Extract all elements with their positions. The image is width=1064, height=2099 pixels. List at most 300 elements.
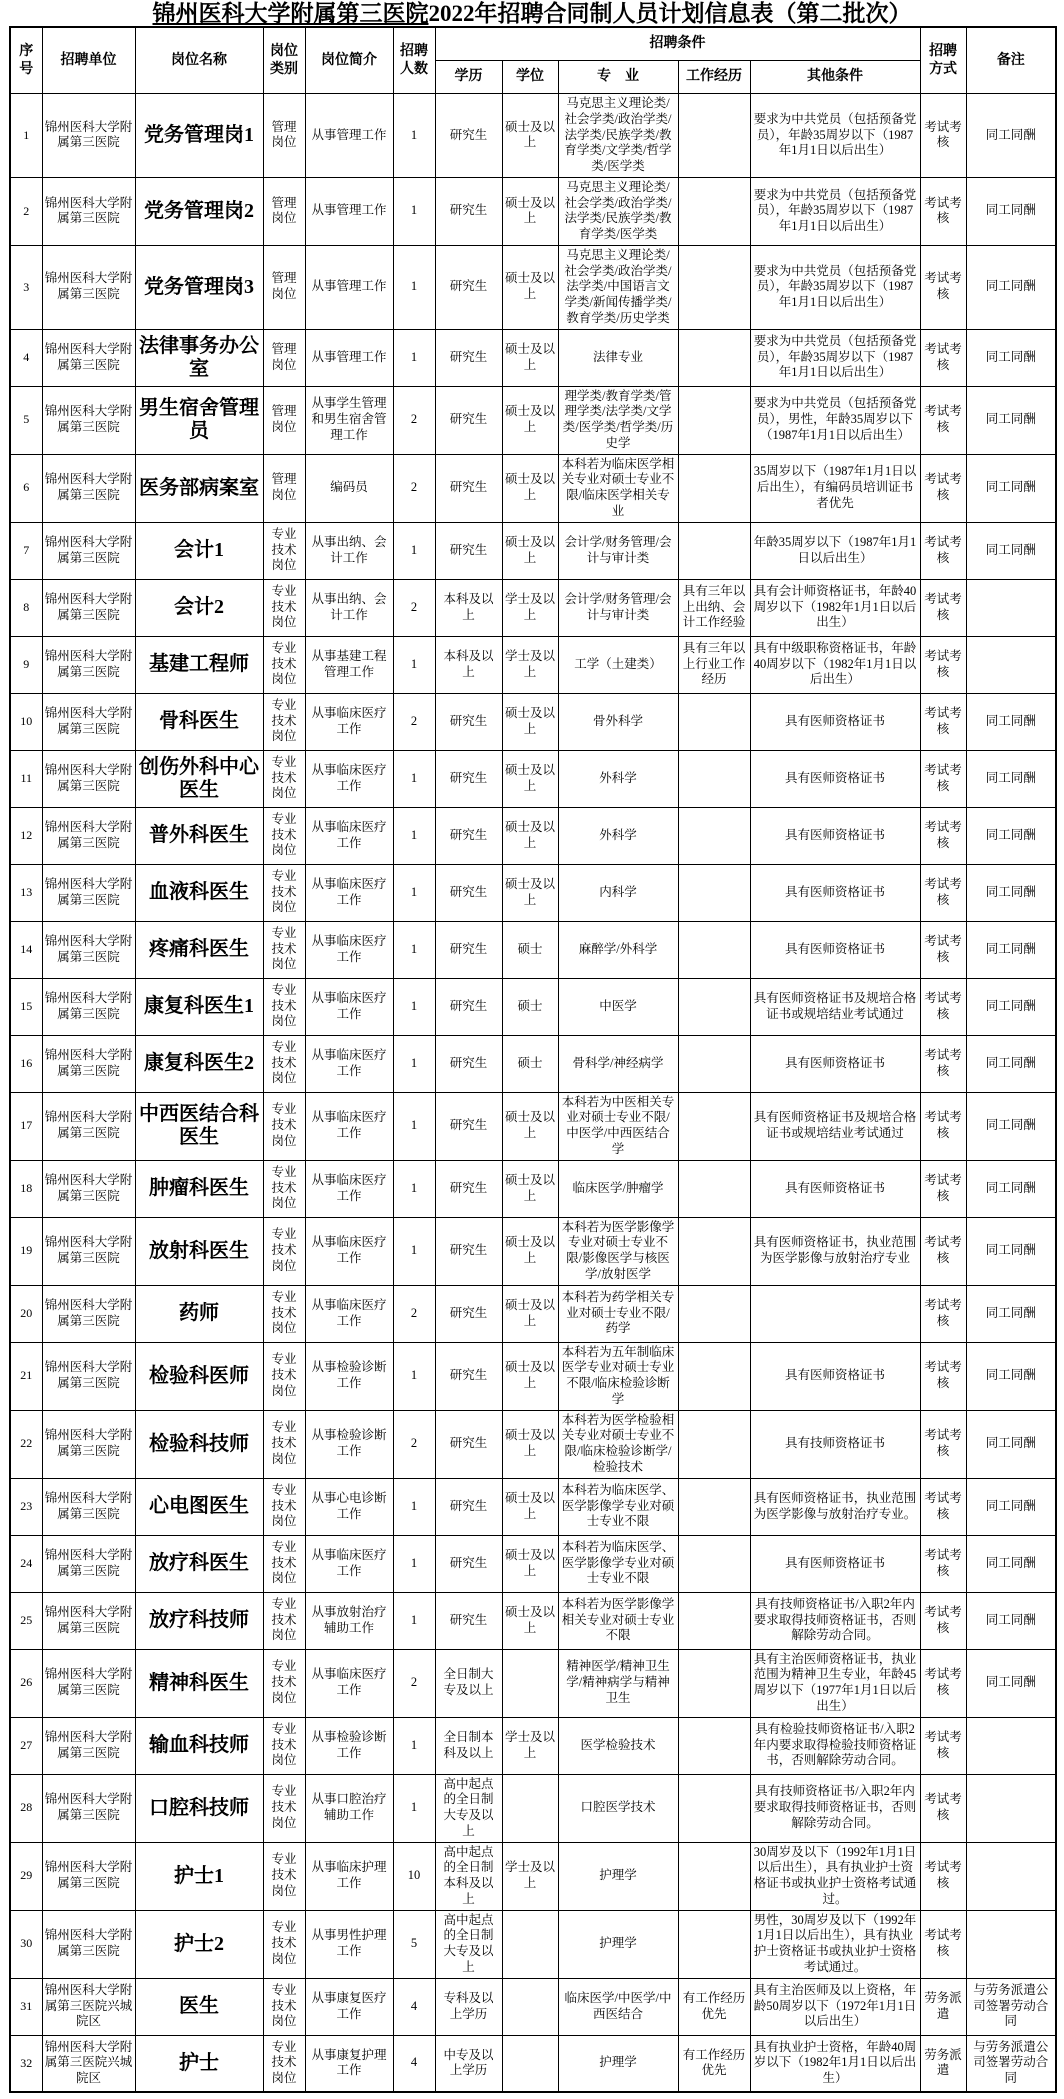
cell-degree: 硕士: [502, 978, 558, 1035]
cell-other-conditions: 具有医师资格证书，执业范围为医学影像与放射治疗专业。: [750, 1478, 920, 1535]
cell-method: 考试考核: [920, 1535, 966, 1592]
cell-degree: 硕士及以上: [502, 693, 558, 750]
cell-unit: 锦州医科大学附属第三医院: [42, 1842, 135, 1910]
table-row: [10, 1410, 1056, 1478]
cell-count: 2: [393, 579, 435, 636]
cell-experience: [678, 864, 750, 921]
cell-intro: 从事临床医疗工作: [305, 750, 393, 807]
cell-position-name: 会计2: [135, 579, 263, 636]
cell-other-conditions: 具有执业护士资格，年龄40周岁以下（1982年1月1日以后出生）: [750, 2035, 920, 2092]
cell-intro: 从事基建工程管理工作: [305, 636, 393, 693]
cell-position-name: 党务管理岗3: [135, 245, 263, 329]
cell-intro: 从事临床医疗工作: [305, 1092, 393, 1160]
cell-seq: 19: [10, 1217, 42, 1285]
cell-category: 管理岗位: [263, 177, 305, 245]
cell-other-conditions: 具有检验技师资格证书/入职2年内要求取得检验技师资格证书，否则解除劳动合同。: [750, 1717, 920, 1774]
cell-education: 研究生: [435, 454, 502, 522]
cell-method: 考试考核: [920, 579, 966, 636]
cell-degree: 硕士及以上: [502, 1410, 558, 1478]
cell-remark: 同工同酬: [966, 177, 1056, 245]
cell-major: 护理学: [558, 2035, 678, 2092]
table-header: [10, 27, 1056, 94]
cell-experience: [678, 978, 750, 1035]
cell-position-name: 检验科技师: [135, 1410, 263, 1478]
cell-method: 劳务派遣: [920, 1978, 966, 2035]
cell-education: 研究生: [435, 522, 502, 579]
cell-seq: 32: [10, 2035, 42, 2092]
cell-intro: 从事临床医疗工作: [305, 693, 393, 750]
cell-remark: 同工同酬: [966, 1092, 1056, 1160]
cell-seq: 30: [10, 1910, 42, 1978]
cell-remark: [966, 1842, 1056, 1910]
cell-intro: 从事管理工作: [305, 94, 393, 178]
cell-major: 中医学: [558, 978, 678, 1035]
cell-remark: [966, 636, 1056, 693]
cell-remark: [966, 1774, 1056, 1842]
cell-count: 2: [393, 386, 435, 454]
cell-unit: 锦州医科大学附属第三医院: [42, 177, 135, 245]
cell-education: 研究生: [435, 693, 502, 750]
cell-other-conditions: 要求为中共党员（包括预备党员），年龄35周岁以下（1987年1月1日以后出生）: [750, 245, 920, 329]
cell-remark: 同工同酬: [966, 1478, 1056, 1535]
cell-unit: 锦州医科大学附属第三医院: [42, 1717, 135, 1774]
cell-category: 专业技术岗位: [263, 1478, 305, 1535]
table-row: [10, 1649, 1056, 1717]
cell-category: 专业技术岗位: [263, 1092, 305, 1160]
cell-position-name: 中西医结合科医生: [135, 1092, 263, 1160]
cell-category: 专业技术岗位: [263, 636, 305, 693]
cell-method: 考试考核: [920, 1092, 966, 1160]
cell-intro: 从事临床医疗工作: [305, 1285, 393, 1342]
cell-method: 考试考核: [920, 1592, 966, 1649]
cell-major: 工学（土建类）: [558, 636, 678, 693]
cell-unit: 锦州医科大学附属第三医院: [42, 1410, 135, 1478]
table-row: [10, 864, 1056, 921]
cell-seq: 10: [10, 693, 42, 750]
cell-remark: 同工同酬: [966, 1410, 1056, 1478]
cell-other-conditions: 具有主治医师资格证书，执业范围为精神卫生专业，年龄45周岁以下（1977年1月1日以后出生）: [750, 1649, 920, 1717]
cell-education: 研究生: [435, 177, 502, 245]
table-row: [10, 177, 1056, 245]
cell-experience: [678, 1285, 750, 1342]
cell-category: 专业技术岗位: [263, 579, 305, 636]
cell-method: 考试考核: [920, 454, 966, 522]
cell-position-name: 精神科医生: [135, 1649, 263, 1717]
cell-intro: 从事检验诊断工作: [305, 1410, 393, 1478]
cell-major: 本科若为中医相关专业对硕士专业不限/中医学/中西医结合学: [558, 1092, 678, 1160]
cell-major: 外科学: [558, 807, 678, 864]
cell-position-name: 血液科医生: [135, 864, 263, 921]
table-row: [10, 693, 1056, 750]
cell-position-name: 党务管理岗2: [135, 177, 263, 245]
cell-other-conditions: 具有技师资格证书/入职2年内要求取得技师资格证书，否则解除劳动合同。: [750, 1592, 920, 1649]
cell-position-name: 医务部病案室: [135, 454, 263, 522]
cell-unit: 锦州医科大学附属第三医院: [42, 1478, 135, 1535]
cell-education: 研究生: [435, 386, 502, 454]
cell-unit: 锦州医科大学附属第三医院: [42, 1342, 135, 1410]
cell-position-name: 康复科医生2: [135, 1035, 263, 1092]
col-position-name: 岗位名称: [135, 27, 263, 94]
cell-method: 考试考核: [920, 1774, 966, 1842]
cell-degree: 硕士及以上: [502, 807, 558, 864]
cell-count: 1: [393, 1217, 435, 1285]
cell-position-name: 放疗科技师: [135, 1592, 263, 1649]
cell-intro: 从事临床医疗工作: [305, 864, 393, 921]
cell-remark: 同工同酬: [966, 1649, 1056, 1717]
cell-intro: 从事检验诊断工作: [305, 1342, 393, 1410]
cell-unit: 锦州医科大学附属第三医院: [42, 245, 135, 329]
table-row: [10, 454, 1056, 522]
cell-experience: [678, 1217, 750, 1285]
cell-major: 临床医学/中医学/中西医结合: [558, 1978, 678, 2035]
cell-remark: 同工同酬: [966, 1217, 1056, 1285]
cell-position-name: 护士: [135, 2035, 263, 2092]
cell-major: 本科若为临床医学、医学影像学专业对硕士专业不限: [558, 1535, 678, 1592]
cell-other-conditions: 年龄35周岁以下（1987年1月1日以后出生）: [750, 522, 920, 579]
table-row: [10, 522, 1056, 579]
cell-method: 考试考核: [920, 1285, 966, 1342]
cell-experience: [678, 750, 750, 807]
table-row: [10, 1285, 1056, 1342]
cell-other-conditions: 要求为中共党员（包括预备党员），男性，年龄35周岁以下（1987年1月1日以后出生）: [750, 386, 920, 454]
cell-education: 全日制本科及以上: [435, 1717, 502, 1774]
cell-degree: 学士及以上: [502, 1717, 558, 1774]
cell-other-conditions: 具有技师资格证书/入职2年内要求取得技师资格证书，否则解除劳动合同。: [750, 1774, 920, 1842]
table-row: [10, 1842, 1056, 1910]
cell-remark: [966, 1910, 1056, 1978]
cell-unit: 锦州医科大学附属第三医院兴城院区: [42, 2035, 135, 2092]
cell-experience: [678, 1160, 750, 1217]
table-row: [10, 750, 1056, 807]
cell-method: 考试考核: [920, 1342, 966, 1410]
cell-category: 管理岗位: [263, 245, 305, 329]
cell-other-conditions: 男性，30周岁及以下（1992年1月1日以后出生），具有执业护士资格证书或执业护士资格考试通过。: [750, 1910, 920, 1978]
cell-count: 1: [393, 1160, 435, 1217]
table-row: [10, 1910, 1056, 1978]
cell-remark: 同工同酬: [966, 1035, 1056, 1092]
cell-experience: [678, 1649, 750, 1717]
cell-method: 考试考核: [920, 1649, 966, 1717]
cell-remark: 同工同酬: [966, 1160, 1056, 1217]
cell-other-conditions: 具有主治医师及以上资格，年龄50周岁以下（1972年1月1日以后出生）: [750, 1978, 920, 2035]
cell-experience: [678, 1410, 750, 1478]
cell-intro: 从事出纳、会计工作: [305, 522, 393, 579]
cell-education: 研究生: [435, 750, 502, 807]
cell-unit: 锦州医科大学附属第三医院: [42, 522, 135, 579]
cell-intro: 从事临床医疗工作: [305, 1217, 393, 1285]
cell-other-conditions: 35周岁以下（1987年1月1日以后出生），有编码员培训证书者优先: [750, 454, 920, 522]
cell-major: 本科若为临床医学、医学影像学专业对硕士专业不限: [558, 1478, 678, 1535]
cell-unit: 锦州医科大学附属第三医院: [42, 329, 135, 386]
cell-education: 高中起点的全日制本科及以上: [435, 1842, 502, 1910]
cell-category: 专业技术岗位: [263, 1774, 305, 1842]
cell-degree: 硕士及以上: [502, 454, 558, 522]
cell-category: 专业技术岗位: [263, 978, 305, 1035]
cell-count: 1: [393, 329, 435, 386]
cell-method: 考试考核: [920, 921, 966, 978]
cell-seq: 5: [10, 386, 42, 454]
cell-remark: [966, 579, 1056, 636]
cell-seq: 7: [10, 522, 42, 579]
cell-other-conditions: 具有医师资格证书: [750, 807, 920, 864]
cell-intro: 从事男性护理工作: [305, 1910, 393, 1978]
cell-count: 10: [393, 1842, 435, 1910]
cell-intro: 从事临床护理工作: [305, 1842, 393, 1910]
table-row: [10, 1160, 1056, 1217]
cell-count: 2: [393, 693, 435, 750]
cell-seq: 29: [10, 1842, 42, 1910]
cell-category: 专业技术岗位: [263, 522, 305, 579]
cell-method: 考试考核: [920, 245, 966, 329]
cell-position-name: 党务管理岗1: [135, 94, 263, 178]
col-method: 招聘方式: [920, 27, 966, 94]
cell-method: 劳务派遣: [920, 2035, 966, 2092]
cell-remark: 与劳务派遣公司签署劳动合同: [966, 2035, 1056, 2092]
cell-remark: 同工同酬: [966, 864, 1056, 921]
cell-count: 2: [393, 454, 435, 522]
cell-major: 本科若为药学相关专业对硕士专业不限/药学: [558, 1285, 678, 1342]
table-body: [10, 94, 1056, 2093]
cell-degree: [502, 1910, 558, 1978]
cell-experience: [678, 1342, 750, 1410]
cell-intro: 从事管理工作: [305, 329, 393, 386]
cell-intro: 从事出纳、会计工作: [305, 579, 393, 636]
cell-experience: 有工作经历优先: [678, 2035, 750, 2092]
cell-major: 法律专业: [558, 329, 678, 386]
cell-unit: 锦州医科大学附属第三医院: [42, 386, 135, 454]
cell-category: 专业技术岗位: [263, 750, 305, 807]
col-major: 专 业: [558, 61, 678, 94]
table-row: [10, 1717, 1056, 1774]
cell-method: 考试考核: [920, 177, 966, 245]
table-row: [10, 1978, 1056, 2035]
cell-position-name: 放疗科医生: [135, 1535, 263, 1592]
cell-category: 专业技术岗位: [263, 1410, 305, 1478]
cell-category: 专业技术岗位: [263, 1342, 305, 1410]
cell-remark: 与劳务派遣公司签署劳动合同: [966, 1978, 1056, 2035]
cell-intro: 从事口腔治疗辅助工作: [305, 1774, 393, 1842]
col-count: 招聘人数: [393, 27, 435, 94]
cell-seq: 16: [10, 1035, 42, 1092]
cell-degree: 硕士及以上: [502, 750, 558, 807]
cell-seq: 22: [10, 1410, 42, 1478]
cell-experience: [678, 94, 750, 178]
col-intro: 岗位简介: [305, 27, 393, 94]
cell-education: 研究生: [435, 94, 502, 178]
cell-education: 研究生: [435, 978, 502, 1035]
cell-major: 本科若为五年制临床医学专业对硕士专业不限/临床检验诊断学: [558, 1342, 678, 1410]
cell-major: 马克思主义理论类/社会学类/政治学类/法学类/民族学类/教育学类/文学类/哲学类/医学类: [558, 94, 678, 178]
cell-degree: 硕士及以上: [502, 1478, 558, 1535]
cell-position-name: 法律事务办公室: [135, 329, 263, 386]
cell-experience: [678, 454, 750, 522]
cell-category: 管理岗位: [263, 454, 305, 522]
cell-intro: 从事康复护理工作: [305, 2035, 393, 2092]
cell-other-conditions: [750, 1285, 920, 1342]
cell-method: 考试考核: [920, 1717, 966, 1774]
cell-method: 考试考核: [920, 1910, 966, 1978]
cell-degree: 学士及以上: [502, 579, 558, 636]
cell-method: 考试考核: [920, 978, 966, 1035]
cell-count: 1: [393, 1717, 435, 1774]
table-row: [10, 245, 1056, 329]
cell-count: 5: [393, 1910, 435, 1978]
cell-seq: 2: [10, 177, 42, 245]
cell-remark: 同工同酬: [966, 386, 1056, 454]
cell-position-name: 输血科技师: [135, 1717, 263, 1774]
cell-major: 临床医学/肿瘤学: [558, 1160, 678, 1217]
cell-method: 考试考核: [920, 1160, 966, 1217]
cell-remark: 同工同酬: [966, 750, 1056, 807]
cell-education: 研究生: [435, 864, 502, 921]
cell-experience: [678, 1592, 750, 1649]
cell-education: 研究生: [435, 1285, 502, 1342]
cell-seq: 9: [10, 636, 42, 693]
table-row: [10, 2035, 1056, 2092]
cell-remark: 同工同酬: [966, 94, 1056, 178]
cell-degree: 硕士及以上: [502, 1285, 558, 1342]
cell-unit: 锦州医科大学附属第三医院: [42, 579, 135, 636]
cell-category: 专业技术岗位: [263, 1649, 305, 1717]
cell-remark: 同工同酬: [966, 807, 1056, 864]
cell-unit: 锦州医科大学附属第三医院: [42, 1592, 135, 1649]
cell-other-conditions: 具有医师资格证书及规培合格证书或规培结业考试通过: [750, 1092, 920, 1160]
cell-other-conditions: 具有医师资格证书: [750, 1535, 920, 1592]
cell-category: 专业技术岗位: [263, 921, 305, 978]
cell-other-conditions: 具有医师资格证书: [750, 1160, 920, 1217]
cell-degree: 硕士及以上: [502, 1160, 558, 1217]
cell-degree: 硕士及以上: [502, 1535, 558, 1592]
cell-unit: 锦州医科大学附属第三医院: [42, 94, 135, 178]
cell-education: 研究生: [435, 1478, 502, 1535]
cell-other-conditions: 具有医师资格证书，执业范围为医学影像与放射治疗专业: [750, 1217, 920, 1285]
cell-count: 1: [393, 94, 435, 178]
cell-unit: 锦州医科大学附属第三医院: [42, 921, 135, 978]
cell-other-conditions: 具有医师资格证书及规培合格证书或规培结业考试通过: [750, 978, 920, 1035]
cell-method: 考试考核: [920, 807, 966, 864]
cell-degree: 学士及以上: [502, 636, 558, 693]
cell-position-name: 口腔科技师: [135, 1774, 263, 1842]
col-other: 其他条件: [750, 61, 920, 94]
cell-remark: 同工同酬: [966, 1592, 1056, 1649]
cell-degree: 硕士及以上: [502, 522, 558, 579]
cell-position-name: 放射科医生: [135, 1217, 263, 1285]
cell-position-name: 普外科医生: [135, 807, 263, 864]
cell-position-name: 医生: [135, 1978, 263, 2035]
cell-seq: 24: [10, 1535, 42, 1592]
cell-method: 考试考核: [920, 1217, 966, 1285]
cell-position-name: 创伤外科中心医生: [135, 750, 263, 807]
page-title-hospital-name: 锦州医科大学附属第三医院: [152, 1, 429, 26]
cell-intro: 从事检验诊断工作: [305, 1717, 393, 1774]
cell-count: 1: [393, 1092, 435, 1160]
cell-unit: 锦州医科大学附属第三医院: [42, 454, 135, 522]
cell-degree: 硕士及以上: [502, 94, 558, 178]
cell-education: 专科及以上学历: [435, 1978, 502, 2035]
cell-remark: 同工同酬: [966, 921, 1056, 978]
cell-category: 管理岗位: [263, 94, 305, 178]
cell-experience: [678, 921, 750, 978]
cell-count: 1: [393, 978, 435, 1035]
cell-seq: 18: [10, 1160, 42, 1217]
cell-category: 专业技术岗位: [263, 1285, 305, 1342]
cell-education: 研究生: [435, 1092, 502, 1160]
cell-other-conditions: 具有医师资格证书: [750, 864, 920, 921]
cell-experience: [678, 177, 750, 245]
cell-education: 研究生: [435, 1160, 502, 1217]
cell-experience: [678, 1478, 750, 1535]
table-row: [10, 921, 1056, 978]
cell-position-name: 检验科医师: [135, 1342, 263, 1410]
cell-other-conditions: 具有医师资格证书: [750, 693, 920, 750]
cell-intro: 从事临床医疗工作: [305, 1535, 393, 1592]
cell-education: 研究生: [435, 1035, 502, 1092]
cell-degree: 硕士及以上: [502, 1217, 558, 1285]
cell-seq: 12: [10, 807, 42, 864]
cell-method: 考试考核: [920, 522, 966, 579]
cell-count: 1: [393, 1342, 435, 1410]
cell-position-name: 会计1: [135, 522, 263, 579]
cell-unit: 锦州医科大学附属第三医院: [42, 807, 135, 864]
cell-intro: 从事临床医疗工作: [305, 921, 393, 978]
cell-intro: 从事心电诊断工作: [305, 1478, 393, 1535]
cell-unit: 锦州医科大学附属第三医院: [42, 750, 135, 807]
col-degree: 学位: [502, 61, 558, 94]
cell-count: 2: [393, 1410, 435, 1478]
cell-major: 本科若为医学检验相关专业对硕士专业不限/临床检验诊断学/检验技术: [558, 1410, 678, 1478]
cell-category: 专业技术岗位: [263, 2035, 305, 2092]
cell-method: 考试考核: [920, 864, 966, 921]
cell-remark: 同工同酬: [966, 978, 1056, 1035]
cell-education: 高中起点的全日制大专及以上: [435, 1774, 502, 1842]
cell-degree: 硕士及以上: [502, 864, 558, 921]
cell-experience: [678, 386, 750, 454]
cell-experience: 有工作经历优先: [678, 1978, 750, 2035]
table-row: [10, 329, 1056, 386]
cell-seq: 28: [10, 1774, 42, 1842]
cell-intro: 从事学生管理和男生宿舍管理工作: [305, 386, 393, 454]
cell-major: 会计学/财务管理/会计与审计类: [558, 579, 678, 636]
cell-major: 口腔医学技术: [558, 1774, 678, 1842]
cell-method: 考试考核: [920, 1842, 966, 1910]
cell-method: 考试考核: [920, 1478, 966, 1535]
cell-unit: 锦州医科大学附属第三医院: [42, 1035, 135, 1092]
table-row: [10, 807, 1056, 864]
cell-other-conditions: 具有医师资格证书: [750, 921, 920, 978]
cell-experience: 具有三年以上出纳、会计工作经验: [678, 579, 750, 636]
cell-degree: 硕士及以上: [502, 329, 558, 386]
cell-experience: [678, 245, 750, 329]
cell-degree: [502, 1978, 558, 2035]
recruitment-plan-table: [9, 26, 1057, 2093]
cell-category: 专业技术岗位: [263, 1035, 305, 1092]
cell-intro: 从事临床医疗工作: [305, 1160, 393, 1217]
cell-count: 1: [393, 864, 435, 921]
cell-category: 管理岗位: [263, 386, 305, 454]
cell-method: 考试考核: [920, 94, 966, 178]
cell-method: 考试考核: [920, 1035, 966, 1092]
cell-degree: 硕士及以上: [502, 245, 558, 329]
cell-seq: 31: [10, 1978, 42, 2035]
cell-count: 4: [393, 1978, 435, 2035]
cell-intro: 从事临床医疗工作: [305, 807, 393, 864]
cell-category: 专业技术岗位: [263, 1217, 305, 1285]
cell-other-conditions: 具有医师资格证书: [750, 750, 920, 807]
cell-category: 专业技术岗位: [263, 1592, 305, 1649]
cell-count: 1: [393, 1478, 435, 1535]
cell-seq: 6: [10, 454, 42, 522]
col-category: 岗位类别: [263, 27, 305, 94]
